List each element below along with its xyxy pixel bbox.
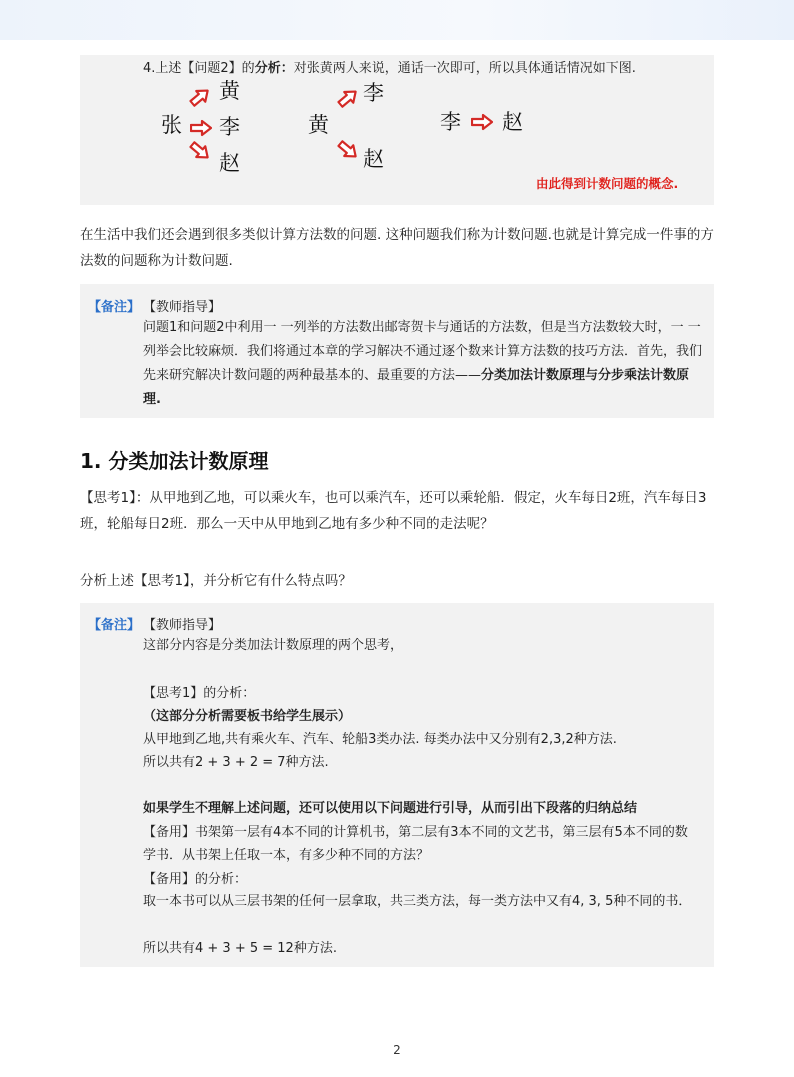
note-2-line-5: 所以共有2 + 3 + 2 = 7种方法.	[143, 755, 329, 770]
header-band	[0, 0, 794, 40]
arrow-right-icon	[471, 113, 493, 131]
analysis-prompt: 分析上述【思考1】，并分析它有什么特点吗？	[80, 573, 352, 589]
diagram-g1-from: 张	[161, 113, 182, 137]
note-2-line-4: 从甲地到乙地,共有乘火车、汽车、轮船3类办法. 每类办法中又分别有2,3,2种方法.	[143, 732, 617, 747]
diagram-g1-to-3: 赵	[219, 151, 240, 175]
diagram-g2-to-1: 李	[363, 81, 384, 105]
note-2-line-9: 取一本书可以从三层书架的任何一层拿取，共三类方法，每一类方法中又有4, 3, 5种不同的书．	[143, 894, 692, 909]
note-1-body	[143, 316, 703, 412]
note-1-bold: 分类加法计数原理与分步乘法计数原理.	[143, 368, 690, 407]
concept-note: 由此得到计数问题的概念.	[536, 176, 679, 191]
note-2-line-6: 如果学生不理解上述问题，还可以使用以下问题进行引导，从而引出下段落的归纳总结	[143, 801, 638, 816]
note-2-line-2: 【思考1】的分析：	[143, 686, 256, 701]
note-2-line-10: 所以共有4 + 3 + 5 = 12种方法.	[143, 941, 337, 956]
note-title: 【教师指导】	[143, 300, 222, 315]
intro-suffix: 对张黄两人来说，通话一次即可，所以具体通话情况如下图.	[293, 61, 636, 76]
analysis-intro	[143, 60, 636, 78]
note-title: 【教师指导】	[143, 618, 222, 633]
note-2-line-8: 【备用】的分析：	[143, 872, 248, 887]
note-2-line-1: 这部分内容是分类加法计数原理的两个思考，	[143, 638, 404, 653]
page-number: 2	[393, 1043, 401, 1057]
diagram-g3-to: 赵	[502, 110, 523, 134]
note-2-line-7: 【备用】书架第一层有4本不同的计算机书，第二层有3本不同的文艺书，第三层有5本不同的数学书．从书架上任取一本，有多少种不同的方法？	[143, 825, 688, 863]
intro-bold: 分析：	[254, 61, 294, 76]
note-2-line-3: （这部分分析需要板书给学生展示）	[143, 709, 352, 724]
note-label: 【备注】	[88, 300, 141, 315]
diagram-g1-to-2: 李	[219, 115, 240, 139]
intro-prefix: 4.上述【问题2】的	[143, 61, 255, 76]
diagram-g2-to-2: 赵	[363, 147, 384, 171]
paragraph-counting-problem: 在生活中我们还会遇到很多类似计算方法数的问题. 这种问题我们称为计数问题.也就是计算完成一件事的方法数的问题称为计数问题.	[80, 227, 714, 269]
think-1: 【思考1】：从甲地到乙地，可以乘火车，也可以乘汽车，还可以乘轮船．假定，火车每日2班，汽车每日3班，轮船每日2班．那么一天中从甲地到乙地有多少种不同的走法呢？	[80, 490, 707, 532]
section-heading: 1. 分类加法计数原理	[80, 449, 269, 473]
diagram-g1-to-1: 黄	[219, 79, 240, 103]
diagram-g3-from: 李	[440, 110, 461, 134]
note-1-plain: 问题1和问题2中利用一 一列举的方法数出邮寄贺卡与通话的方法数，但是当方法数较大时，一 一列举会比较麻烦．我们将通过本章的学习解决不通过逐个数来计算方法数的技巧方法．首先，我们先来研究解决计数问题的两种最基本的、最重要的方法——	[143, 320, 703, 383]
note-label: 【备注】	[88, 618, 141, 633]
diagram-g2-from: 黄	[308, 113, 329, 137]
arrow-right-icon	[190, 119, 212, 137]
